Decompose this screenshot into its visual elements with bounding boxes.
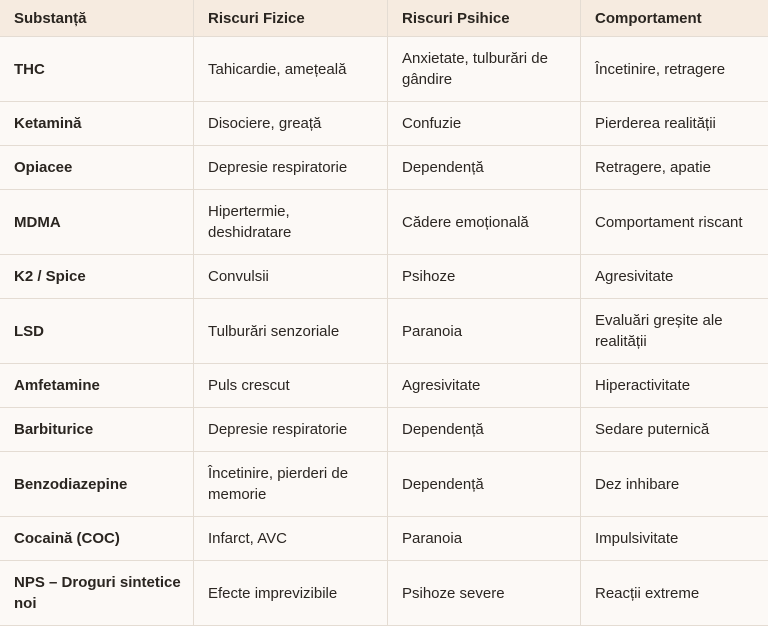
physical-risk-cell: Puls crescut: [194, 364, 388, 408]
header-physical-risks: Riscuri Fizice: [194, 0, 388, 37]
psychological-risk-cell: Dependență: [388, 408, 581, 452]
physical-risk-cell: Depresie respiratorie: [194, 408, 388, 452]
substance-cell: Amfetamine: [0, 364, 194, 408]
behavior-cell: Impulsivitate: [581, 517, 768, 561]
psychological-risk-cell: Paranoia: [388, 517, 581, 561]
behavior-cell: Agresivitate: [581, 255, 768, 299]
table-row: [0, 255, 768, 299]
table-row: [0, 299, 768, 364]
table-row: [0, 561, 768, 626]
psychological-risk-cell: Psihoze severe: [388, 561, 581, 626]
physical-risk-cell: Tahicardie, amețeală: [194, 37, 388, 102]
table-row: [0, 452, 768, 517]
behavior-cell: Retragere, apatie: [581, 146, 768, 190]
table-row: [0, 517, 768, 561]
header-substance: Substanță: [0, 0, 194, 37]
table-header-row: [0, 0, 768, 37]
behavior-cell: Hiperactivitate: [581, 364, 768, 408]
substance-cell: NPS – Droguri sintetice noi: [0, 561, 194, 626]
psychological-risk-cell: Dependență: [388, 146, 581, 190]
substance-cell: K2 / Spice: [0, 255, 194, 299]
table-row: [0, 364, 768, 408]
psychological-risk-cell: Agresivitate: [388, 364, 581, 408]
physical-risk-cell: Încetinire, pierderi de memorie: [194, 452, 388, 517]
substance-cell: Barbiturice: [0, 408, 194, 452]
header-behavior: Comportament: [581, 0, 768, 37]
table-row: [0, 146, 768, 190]
psychological-risk-cell: Dependență: [388, 452, 581, 517]
psychological-risk-cell: Cădere emoțională: [388, 190, 581, 255]
table-row: [0, 102, 768, 146]
substance-cell: MDMA: [0, 190, 194, 255]
substance-cell: THC: [0, 37, 194, 102]
behavior-cell: Pierderea realității: [581, 102, 768, 146]
substance-cell: LSD: [0, 299, 194, 364]
table-row: [0, 408, 768, 452]
physical-risk-cell: Infarct, AVC: [194, 517, 388, 561]
header-psychological-risks: Riscuri Psihice: [388, 0, 581, 37]
substance-cell: Cocaină (COC): [0, 517, 194, 561]
substance-cell: Ketamină: [0, 102, 194, 146]
substance-cell: Benzodiazepine: [0, 452, 194, 517]
table-row: [0, 190, 768, 255]
physical-risk-cell: Disociere, greață: [194, 102, 388, 146]
psychological-risk-cell: Psihoze: [388, 255, 581, 299]
behavior-cell: Sedare puternică: [581, 408, 768, 452]
physical-risk-cell: Tulburări senzoriale: [194, 299, 388, 364]
physical-risk-cell: Efecte imprevizibile: [194, 561, 388, 626]
behavior-cell: Dez inhibare: [581, 452, 768, 517]
behavior-cell: Încetinire, retragere: [581, 37, 768, 102]
physical-risk-cell: Depresie respiratorie: [194, 146, 388, 190]
behavior-cell: Reacții extreme: [581, 561, 768, 626]
psychological-risk-cell: Paranoia: [388, 299, 581, 364]
psychological-risk-cell: Anxietate, tulburări de gândire: [388, 37, 581, 102]
substance-cell: Opiacee: [0, 146, 194, 190]
behavior-cell: Evaluări greșite ale realității: [581, 299, 768, 364]
behavior-cell: Comportament riscant: [581, 190, 768, 255]
physical-risk-cell: Hipertermie, deshidratare: [194, 190, 388, 255]
physical-risk-cell: Convulsii: [194, 255, 388, 299]
psychological-risk-cell: Confuzie: [388, 102, 581, 146]
table-row: [0, 37, 768, 102]
